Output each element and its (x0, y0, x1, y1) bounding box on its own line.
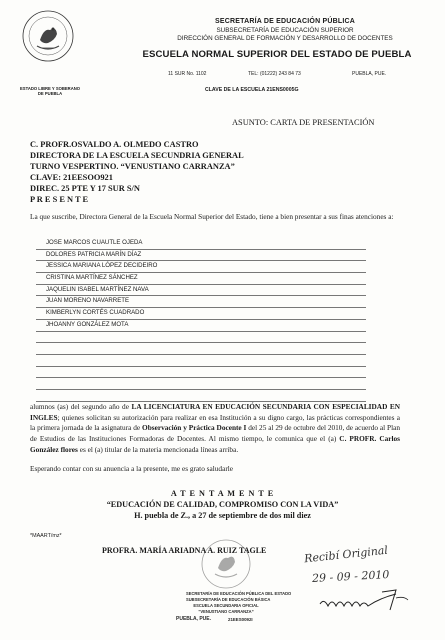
blank-row (36, 390, 366, 402)
recipient-turno: TURNO VESPERTINO. “VENUSTIANO CARRANZA” (30, 162, 235, 171)
stamp-line: “VENUSTIANO CARRANZA” (198, 609, 254, 614)
fecha-text: H. puebla de Z., a 27 de septiembre de dos mil diez (134, 511, 311, 520)
blank-row (36, 332, 366, 344)
handwritten-signature-icon (300, 548, 430, 628)
list-item: CRISTINA MARTÍNEZ SÁNCHEZ (36, 273, 366, 285)
city-text: PUEBLA, PUE. (352, 71, 387, 77)
body-paragraph: alumnos (as) del segundo año de LA LICENCIATURA EN EDUCACIÓN SECUNDARIA CON ESPECIALIDAD EN INGLES; quienes solicitan su autorización para realizar en esa Institución a su digno cargo, las prácticas correspondientes a la primera jornada de la asignatura de Observación y Práctica Docente I del 25 al 29 de octubre del 2010, de acuerdo al Plan de Estudios de las Instituciones Formadoras de Docentes. Al mismo tiempo, le comunica que el (a) C. PROFR. Carlos González flores es el (a) titular de la materia mencionada líneas arriba. (30, 402, 401, 454)
mexican-coat-of-arms-seal-icon (22, 10, 74, 62)
recipient-name: C. PROFR.OSVALDO A. OLMEDO CASTRO (30, 140, 199, 149)
stamp-line: SECRETARÍA DE EDUCACIÓN PÚBLICA DEL ESTADO (186, 591, 292, 596)
handwritten-date: 29 - 09 - 2010 (311, 567, 390, 586)
escuela-heading: ESCUELA NORMAL SUPERIOR DEL ESTADO DE PUEBLA (142, 49, 412, 60)
secretaria-heading: SECRETARÍA DE EDUCACIÓN PÚBLICA (215, 18, 355, 25)
stamp-line: SUBSECRETARÍA DE EDUCACIÓN BÁSICA (186, 597, 271, 602)
atentamente-heading: A T E N T A M E N T E (170, 489, 275, 498)
direccion-heading: DIRECCIÓN GENERAL DE FORMACIÓN Y DESARROLLO DE DOCENTES (177, 35, 393, 42)
blank-row (36, 355, 366, 367)
list-item: JOSE MARCOS CUAUTLE OJEDA (36, 238, 366, 250)
list-item: JESSICA MARIANA LÓPEZ DECIDEIRO (36, 261, 366, 273)
closing-paragraph: Esperando contar con su anuencia a la presente, me es grato saludarle (30, 464, 234, 473)
initials-text: *MAART/mz* (30, 533, 62, 539)
student-list (36, 238, 366, 402)
stamp-clave: 21EES0092I (228, 617, 253, 622)
list-item: JUAN MORENO NAVARRETE (36, 296, 366, 308)
stamp-line: ESCUELA SECUNDARIA OFICIAL (193, 603, 259, 608)
intro-paragraph: La que suscribe, Directora General de la Escuela Normal Superior del Estado, tiene a bien presentar a sus finas atenciones a: (30, 212, 394, 221)
presente-line: P R E S E N T E (30, 195, 89, 204)
recipient-address: DIREC. 25 PTE Y 17 SUR S/N (30, 184, 140, 193)
blank-row (36, 343, 366, 355)
list-item: JHOANNY GONZÁLEZ MOTA (36, 320, 366, 332)
asunto-line: ASUNTO: CARTA DE PRESENTACIÓN (232, 118, 375, 127)
blank-row (36, 378, 366, 390)
firmante-name: PROFRA. MARÍA ARIADNA A. RUIZ TAGLE (102, 546, 267, 555)
handwritten-received: Recibí Original (303, 543, 389, 566)
list-item: JAQUELIN ISABEL MARTÍNEZ NAVA (36, 285, 366, 297)
address-text: 11 SUR No. 1102 (168, 71, 207, 77)
subsecretaria-heading: SUBSECRETARÍA DE EDUCACIÓN SUPERIOR (216, 27, 354, 34)
lema-text: “EDUCACIÓN DE CALIDAD, COMPROMISO CON LA VIDA” (106, 500, 339, 509)
phone-text: TEL: (01222) 243 84 73 (248, 71, 301, 77)
recipient-clave: CLAVE: 21EESOO921 (30, 173, 113, 182)
recipient-title: DIRECTORA DE LA ESCUELA SECUNDRIA GENERAL (30, 151, 244, 160)
clave-escuela-text: CLAVE DE LA ESCUELA 21ENS0005G (205, 87, 299, 93)
list-item: KIMBERLYN CORTÉS CUADRADO (36, 308, 366, 320)
blank-row (36, 367, 366, 379)
stamp-city: PUEBLA, PUE. (176, 616, 212, 622)
list-item: DOLORES PATRICIA MARÍN DÍAZ (36, 250, 366, 262)
estado-label: ESTADO LIBRE Y SOBERANO DE PUEBLA (19, 86, 81, 96)
